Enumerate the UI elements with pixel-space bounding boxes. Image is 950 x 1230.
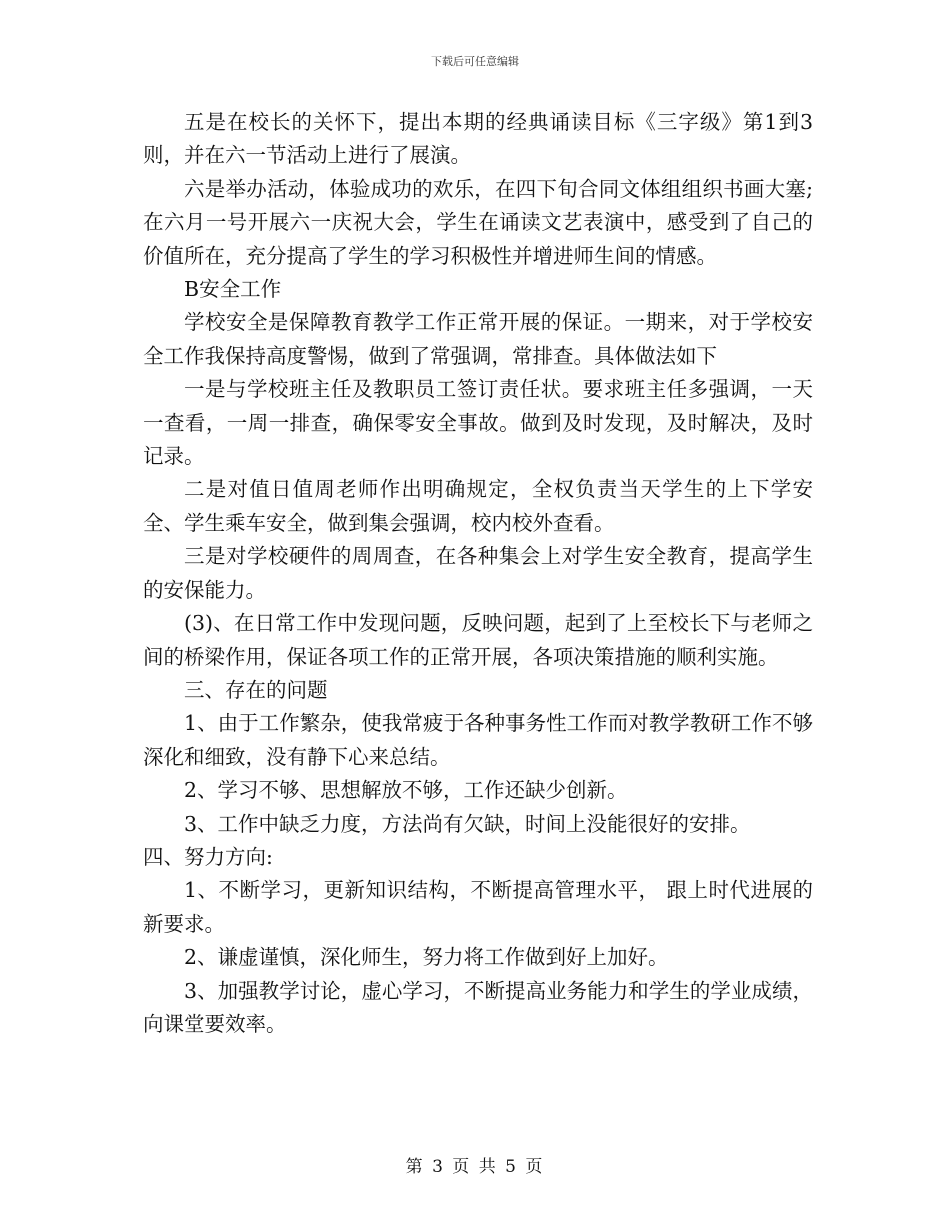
paragraph-8: (3)、在日常工作中发现问题，反映问题，起到了上至校长下与老师之间的桥梁作用，保证各项工作的正常开展，各项决策措施的顺利实施。 (143, 611, 813, 669)
paragraph-11: 2、学习不够、思想解放不够，工作还缺少创新。 (184, 778, 628, 803)
paragraph-4: 学校安全是保障教育教学工作正常开展的保证。一期来，对于学校安全工作我保持高度警惕，做到了常强调，常排查。具体做法如下 (143, 310, 813, 368)
header-note: 下载后可任意编辑 (431, 55, 519, 68)
paragraph-6: 二是对值日值周老师作出明确规定，全权负责当天学生的上下学安全、学生乘车安全，做到集会强调，校内校外查看。 (143, 477, 813, 535)
document-body (143, 106, 813, 1041)
paragraph-14: 1、不断学习，更新知识结构，不断提高管理水平， 跟上时代进展的新要求。 (143, 878, 813, 936)
section-heading-direction: 四、努力方向: (143, 844, 273, 869)
paragraph-5: 一是与学校班主任及教职员工签订责任状。要求班主任多强调，一天一查看，一周一排查，确保零安全事故。做到及时发现，及时解决，及时记录。 (143, 377, 813, 469)
paragraph-2: 六是举办活动，体验成功的欢乐，在四下旬合同文体组组织书画大塞;在六月一号开展六一庆祝大会，学生在诵读文艺表演中，感受到了自己的价值所在，充分提高了学生的学习积极性并增进师生间的情感。 (143, 176, 813, 268)
paragraph-1: 五是在校长的关怀下，提出本期的经典诵读目标《三字级》第1到3则，并在六一节活动上进行了展演。 (143, 110, 813, 168)
paragraph-10: 1、由于工作繁杂，使我常疲于各种事务性工作而对教学教研工作不够深化和细致，没有静下心来总结。 (143, 711, 813, 769)
page-footer: 第 3 页 共 5 页 (405, 1157, 545, 1177)
paragraph-16: 3、加强教学讨论，虚心学习，不断提高业务能力和学生的学业成绩，向课堂要效率。 (143, 978, 813, 1036)
paragraph-7: 三是对学校硬件的周周查，在各种集会上对学生安全教育，提高学生的安保能力。 (143, 544, 813, 602)
paragraph-15: 2、谦虚谨慎，深化师生，努力将工作做到好上加好。 (184, 945, 669, 970)
section-heading-safety: B安全工作 (184, 277, 282, 302)
section-heading-problems: 三、存在的问题 (184, 677, 328, 702)
paragraph-12: 3、工作中缺乏力度，方法尚有欠缺，时间上没能很好的安排。 (184, 811, 751, 836)
